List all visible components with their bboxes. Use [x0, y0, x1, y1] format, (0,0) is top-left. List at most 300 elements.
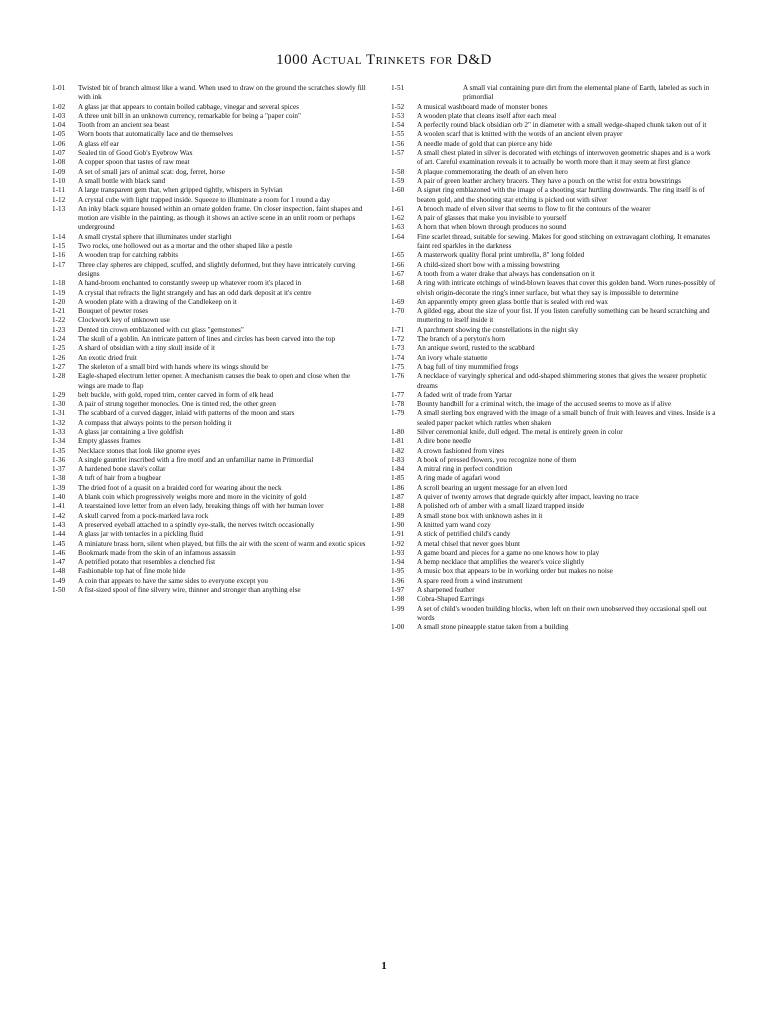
- trinket-entry: [52, 205, 368, 233]
- page-number: 1: [381, 960, 387, 972]
- trinket-entry: [391, 130, 716, 139]
- trinket-entry: [52, 140, 368, 149]
- trinket-text: Fashionable top hat of fine mole hide: [78, 567, 186, 576]
- trinket-entry: [52, 307, 368, 316]
- trinket-text: A glass jar containing a live goldfish: [78, 427, 184, 436]
- trinket-text: An antique sword, rusted to the scabbard: [417, 344, 535, 353]
- trinket-entry: [391, 502, 716, 511]
- trinket-text: A music box that appears to be in working order but makes no noise: [417, 567, 613, 576]
- trinket-text: An ivory whale statuette: [417, 353, 488, 362]
- trinket-entry: [391, 372, 716, 391]
- trinket-entry: [52, 354, 368, 363]
- trinket-number: 1-39: [52, 483, 66, 492]
- trinket-text: A perfectly round black obsidian orb 2" in diameter with a small wedge-shaped chunk taken out of it: [417, 121, 707, 130]
- trinket-text: A skull carved from a pock-marked lava rock: [78, 511, 209, 520]
- trinket-number: 1-95: [391, 567, 405, 576]
- trinket-text: A hardened bone slave's collar: [78, 465, 166, 474]
- trinket-text: Bounty handbill for a criminal witch, the image of the accused seems to move as if alive: [417, 400, 672, 409]
- trinket-entry: [52, 419, 368, 428]
- trinket-number: 1-01: [52, 84, 66, 92]
- trinket-entry: [391, 84, 716, 103]
- trinket-number: 1-34: [52, 437, 66, 446]
- trinket-number: 1-36: [52, 455, 66, 464]
- trinket-number: 1-13: [52, 204, 66, 213]
- trinket-number: 1-75: [391, 362, 405, 371]
- trinket-number: 1-11: [52, 186, 65, 195]
- trinket-number: 1-10: [52, 176, 66, 185]
- trinket-entry: [391, 354, 716, 363]
- trinket-text: A musical washboard made of monster bones: [417, 102, 548, 111]
- left-column: [52, 84, 368, 595]
- trinket-number: 1-27: [52, 362, 66, 371]
- trinket-entry: [52, 344, 368, 353]
- trinket-text: Two rocks, one hollowed out as a mortar and the other shaped like a pestle: [78, 242, 293, 251]
- trinket-entry: [391, 391, 716, 400]
- trinket-number: 1-24: [52, 335, 66, 344]
- trinket-text: A ring made of agafari wood: [417, 474, 500, 483]
- trinket-number: 1-15: [52, 242, 66, 251]
- trinket-text: Sealed tin of Good Gob's Eyebrow Wax: [78, 149, 193, 158]
- trinket-number: 1-55: [391, 130, 405, 139]
- trinket-text: A pair of strung together monocles. One is tinted red, the other green: [78, 400, 276, 409]
- trinket-entry: [391, 512, 716, 521]
- trinket-number: 1-69: [391, 297, 405, 306]
- trinket-entry: [391, 465, 716, 474]
- trinket-entry: [52, 261, 368, 280]
- trinket-entry: [391, 335, 716, 344]
- trinket-entry: [52, 400, 368, 409]
- trinket-entry: [391, 177, 716, 186]
- trinket-entry: [391, 428, 716, 437]
- trinket-entry: [391, 540, 716, 549]
- trinket-number: 1-05: [52, 130, 66, 139]
- trinket-number: 1-60: [391, 186, 405, 195]
- trinket-number: 1-56: [391, 139, 405, 148]
- trinket-number: 1-97: [391, 586, 405, 595]
- trinket-text: A crystal that refracts the light strangely and has an odd dark deposit at it's centre: [78, 288, 312, 297]
- page-title: 1000 Actual Trinkets for D&D: [276, 52, 492, 68]
- trinket-text: Eagle-shaped electrum letter opener. A mechanism causes the beak to open and close when the wings are made to flap: [78, 372, 351, 390]
- trinket-entry: [52, 149, 368, 158]
- trinket-text: A ring with intricate etchings of wind-blown leaves that cover this golden band. Worn runes-possibly of elvish origin-decorate the ring's inner surface, but what they say is impossible to determine: [417, 279, 716, 297]
- trinket-number: 1-17: [52, 260, 66, 269]
- trinket-entry: [391, 493, 716, 502]
- trinket-text: An exotic dried fruit: [78, 353, 137, 362]
- trinket-number: 1-92: [391, 539, 405, 548]
- trinket-entry: [52, 84, 368, 103]
- trinket-text: Necklace stones that look like gnome eyes: [78, 446, 201, 455]
- trinket-text: A tuft of hair from a bugbear: [78, 474, 162, 483]
- trinket-text: A small stone pineapple statue taken from a building: [417, 623, 569, 632]
- trinket-text: A needle made of gold that can pierce any hide: [417, 139, 553, 148]
- trinket-text: Worn boots that automatically lace and tie themselves: [78, 130, 233, 139]
- trinket-text: A small vial containing pure dirt from the elemental plane of Earth, labeled as such in primordial: [463, 84, 710, 102]
- trinket-text: A sharpened feather: [417, 586, 475, 595]
- trinket-entry: [52, 326, 368, 335]
- trinket-number: 1-21: [52, 307, 66, 316]
- trinket-entry: [391, 103, 716, 112]
- trinket-text: A faded writ of trade from Yartar: [417, 390, 512, 399]
- trinket-text: A small chest plated in silver is decorated with etchings of interwoven geometric shapes and is a work of art. Careful examination reveals it to actually be worth more than it may seem at first glance: [417, 149, 711, 167]
- trinket-text: A brooch made of elven silver that seems to flow to fit the contours of the wearer: [417, 204, 651, 213]
- trinket-entry: [52, 586, 368, 595]
- trinket-entry: [391, 549, 716, 558]
- trinket-text: A necklace of varyingly spherical and odd-shaped shimmering stones that gives the wearer prophetic dreams: [417, 372, 708, 390]
- trinket-entry: [52, 289, 368, 298]
- trinket-text: A hemp necklace that amplifies the wearer's voice slightly: [417, 558, 585, 567]
- trinket-entry: [52, 112, 368, 121]
- trinket-entry: [52, 484, 368, 493]
- trinket-number: 1-99: [391, 604, 405, 613]
- trinket-text: A copper spoon that tastes of raw meat: [78, 158, 190, 167]
- trinket-entry: [391, 447, 716, 456]
- trinket-number: 1-12: [52, 195, 66, 204]
- trinket-entry: [391, 437, 716, 446]
- trinket-entry: [52, 437, 368, 446]
- trinket-text: A small sterling box engraved with the image of a small bunch of fruit with leaves and vines. Inside is a sealed paper packet which rattles when shaken: [417, 409, 716, 427]
- trinket-number: 1-76: [391, 372, 405, 381]
- trinket-number: 1-19: [52, 288, 66, 297]
- trinket-entry: [52, 186, 368, 195]
- trinket-entry: [52, 363, 368, 372]
- trinket-entry: [391, 186, 716, 205]
- trinket-number: 1-37: [52, 465, 66, 474]
- trinket-text: A small crystal sphere that illuminates under starlight: [78, 232, 232, 241]
- trinket-number: 1-82: [391, 446, 405, 455]
- trinket-entry: [52, 530, 368, 539]
- trinket-number: 1-54: [391, 121, 405, 130]
- trinket-number: 1-04: [52, 121, 66, 130]
- trinket-text: A woolen scarf that is knitted with the words of an ancient elven prayer: [417, 130, 623, 139]
- trinket-entry: [52, 298, 368, 307]
- trinket-entry: [391, 214, 716, 223]
- trinket-number: 1-68: [391, 279, 405, 288]
- trinket-text: A coin that appears to have the same sides to everyone except you: [78, 576, 269, 585]
- trinket-text: A preserved eyeball attached to a spindly eye-stalk, the nerves twitch occasionally: [78, 520, 315, 529]
- trinket-number: 1-28: [52, 372, 66, 381]
- trinket-number: 1-49: [52, 576, 66, 585]
- trinket-number: 1-46: [52, 548, 66, 557]
- trinket-text: A hand-broom enchanted to constantly sweep up whatever room it's placed in: [78, 279, 302, 288]
- trinket-entry: [52, 279, 368, 288]
- trinket-entry: [391, 530, 716, 539]
- trinket-number: 1-26: [52, 353, 66, 362]
- trinket-number: 1-81: [391, 437, 405, 446]
- trinket-number: 1-22: [52, 316, 66, 325]
- trinket-text: A three unit bill in an unknown currency, remarkable for being a "paper coin": [78, 111, 301, 120]
- trinket-number: 1-89: [391, 511, 405, 520]
- trinket-entry: [391, 363, 716, 372]
- trinket-number: 1-09: [52, 167, 66, 176]
- trinket-number: 1-77: [391, 390, 405, 399]
- trinket-text: Three clay spheres are chipped, scuffed, and slightly deformed, but they have intricately curving designs: [78, 260, 356, 278]
- trinket-text: Bouquet of pewter roses: [78, 307, 149, 316]
- trinket-entry: [391, 168, 716, 177]
- trinket-number: 1-98: [391, 595, 405, 604]
- trinket-entry: [52, 335, 368, 344]
- trinket-text: A metal chisel that never goes blunt: [417, 539, 520, 548]
- trinket-number: 1-32: [52, 418, 66, 427]
- trinket-number: 1-30: [52, 400, 66, 409]
- trinket-number: 1-84: [391, 465, 405, 474]
- trinket-entry: [391, 270, 716, 279]
- trinket-number: 1-51: [391, 84, 405, 92]
- trinket-entry: [391, 623, 716, 632]
- trinket-number: 1-25: [52, 344, 66, 353]
- trinket-text: A glass elf ear: [78, 139, 119, 148]
- trinket-text: A scroll bearing an urgent message for an elven lord: [417, 483, 568, 492]
- trinket-entry: [391, 307, 716, 326]
- trinket-number: 1-23: [52, 325, 66, 334]
- trinket-entry: [391, 474, 716, 483]
- trinket-entry: [52, 502, 368, 511]
- trinket-number: 1-40: [52, 493, 66, 502]
- trinket-number: 1-50: [52, 586, 66, 595]
- trinket-text: belt buckle, with gold, roped trim, center carved in form of elk head: [78, 390, 274, 399]
- trinket-text: Tooth from an ancient sea beast: [78, 121, 170, 130]
- trinket-text: A knitted yarn wand cozy: [417, 520, 491, 529]
- trinket-number: 1-45: [52, 539, 66, 548]
- trinket-text: A set of child's wooden building blocks, when left on their own unobserved they occasional spell out words: [417, 604, 707, 622]
- trinket-number: 1-14: [52, 232, 66, 241]
- trinket-number: 1-93: [391, 548, 405, 557]
- trinket-text: A pair of green leather archery bracers. They have a pouch on the wrist for extra bowstrings: [417, 176, 681, 185]
- trinket-entry: [391, 595, 716, 604]
- trinket-entry: [52, 447, 368, 456]
- trinket-number: 1-61: [391, 204, 405, 213]
- trinket-number: 1-41: [52, 502, 66, 511]
- trinket-number: 1-78: [391, 400, 405, 409]
- trinket-entry: [52, 242, 368, 251]
- trinket-entry: [52, 577, 368, 586]
- trinket-number: 1-47: [52, 558, 66, 567]
- trinket-text: The branch of a peryton's horn: [417, 335, 506, 344]
- trinket-text: A polished orb of amber with a small lizard trapped inside: [417, 502, 585, 511]
- trinket-text: A plaque commemorating the death of an elven hero: [417, 167, 568, 176]
- trinket-text: A spare reed from a wind instrument: [417, 576, 523, 585]
- trinket-entry: [52, 456, 368, 465]
- trinket-entry: [391, 605, 716, 624]
- trinket-text: A glass jar with tentacles in a pickling fluid: [78, 530, 203, 539]
- trinket-number: 1-96: [391, 576, 405, 585]
- trinket-entry: [391, 484, 716, 493]
- trinket-text: A stick of petrified child's candy: [417, 530, 511, 539]
- trinket-entry: [391, 326, 716, 335]
- trinket-entry: [391, 279, 716, 298]
- trinket-entry: [391, 233, 716, 252]
- trinket-entry: [391, 577, 716, 586]
- trinket-text: A quiver of twenty arrows that degrade quickly after impact, leaving no trace: [417, 493, 639, 502]
- trinket-text: A parchment showing the constellations in the night sky: [417, 325, 579, 334]
- trinket-number: 1-63: [391, 223, 405, 232]
- trinket-entry: [391, 456, 716, 465]
- trinket-text: Clockwork key of unknown use: [78, 316, 170, 325]
- trinket-text: Silver ceremonial knife, dull edged. The metal is entirely green in color: [417, 427, 623, 436]
- trinket-entry: [52, 130, 368, 139]
- trinket-number: 1-86: [391, 483, 405, 492]
- trinket-text: A wooden plate that cleans itself after each meal: [417, 111, 557, 120]
- trinket-text: A large transparent gem that, when gripped tightly, whispers in Sylvian: [78, 186, 283, 195]
- trinket-entry: [52, 316, 368, 325]
- trinket-number: 1-79: [391, 409, 405, 418]
- trinket-text: A child-sized short bow with a missing bowstring: [417, 260, 560, 269]
- trinket-entry: [391, 567, 716, 576]
- trinket-number: 1-52: [391, 102, 405, 111]
- trinket-number: 1-71: [391, 325, 405, 334]
- trinket-number: 1-00: [391, 623, 405, 632]
- trinket-number: 1-53: [391, 111, 405, 120]
- trinket-number: 1-74: [391, 353, 405, 362]
- trinket-number: 1-35: [52, 446, 66, 455]
- trinket-number: 1-87: [391, 493, 405, 502]
- trinket-entry: [391, 400, 716, 409]
- trinket-text: A game board and pieces for a game no one knows how to play: [417, 548, 600, 557]
- trinket-text: A petrified potato that resembles a clenched fist: [78, 558, 216, 567]
- trinket-entry: [52, 196, 368, 205]
- trinket-entry: [391, 586, 716, 595]
- trinket-entry: [52, 177, 368, 186]
- trinket-number: 1-44: [52, 530, 66, 539]
- trinket-number: 1-70: [391, 307, 405, 316]
- trinket-number: 1-64: [391, 232, 405, 241]
- trinket-number: 1-08: [52, 158, 66, 167]
- trinket-entry: [52, 251, 368, 260]
- trinket-number: 1-07: [52, 149, 66, 158]
- right-column: [391, 84, 716, 633]
- trinket-text: A pair of glasses that make you invisible to yourself: [417, 214, 567, 223]
- trinket-number: 1-03: [52, 111, 66, 120]
- trinket-text: A crystal cube with light trapped inside. Squeeze to illuminate a room for 1 round a day: [78, 195, 331, 204]
- trinket-text: A signet ring emblazoned with the image of a shooting star hurtling downwards. The ring itself is of beaten gold, and the shooting star etching is picked out with silver: [417, 186, 705, 204]
- trinket-text: The skull of a goblin. An intricate pattern of lines and circles has been carved into the top: [78, 335, 336, 344]
- trinket-entry: [52, 391, 368, 400]
- trinket-entry: [52, 168, 368, 177]
- trinket-entry: [52, 158, 368, 167]
- trinket-number: 1-67: [391, 269, 405, 278]
- trinket-number: 1-80: [391, 427, 405, 436]
- trinket-entry: [391, 251, 716, 260]
- trinket-text: A compass that always points to the person holding it: [78, 418, 232, 427]
- trinket-number: 1-83: [391, 455, 405, 464]
- trinket-number: 1-42: [52, 511, 66, 520]
- trinket-number: 1-94: [391, 558, 405, 567]
- trinket-entry: [52, 558, 368, 567]
- trinket-entry: [391, 409, 716, 428]
- trinket-number: 1-62: [391, 214, 405, 223]
- trinket-number: 1-48: [52, 567, 66, 576]
- trinket-text: A crown fashioned from vines: [417, 446, 505, 455]
- trinket-text: A glass jar that appears to contain boiled cabbage, vinegar and several spices: [78, 102, 299, 111]
- trinket-entry: [52, 521, 368, 530]
- trinket-entry: [52, 474, 368, 483]
- trinket-number: 1-20: [52, 297, 66, 306]
- trinket-entry: [391, 344, 716, 353]
- trinket-entry: [52, 372, 368, 391]
- trinket-entry: [52, 540, 368, 549]
- trinket-entry: [391, 558, 716, 567]
- trinket-text: A single gauntlet inscribed with a fire motif and an unfamiliar name in Primordial: [78, 455, 314, 464]
- trinket-text: Cobra-Shaped Earrings: [417, 595, 485, 604]
- trinket-text: A small stone box with unknown ashes in it: [417, 511, 543, 520]
- trinket-text: Bookmark made from the skin of an infamous assassin: [78, 548, 236, 557]
- trinket-number: 1-85: [391, 474, 405, 483]
- trinket-number: 1-02: [52, 102, 66, 111]
- trinket-entry: [391, 140, 716, 149]
- trinket-number: 1-91: [391, 530, 405, 539]
- trinket-text: A shard of obsidian with a tiny skull inside of it: [78, 344, 215, 353]
- trinket-number: 1-31: [52, 409, 66, 418]
- trinket-entry: [391, 121, 716, 130]
- trinket-number: 1-65: [391, 251, 405, 260]
- trinket-number: 1-38: [52, 474, 66, 483]
- trinket-entry: [391, 112, 716, 121]
- trinket-entry: [391, 298, 716, 307]
- trinket-text: A small bottle with black sand: [78, 176, 166, 185]
- trinket-text: An apparently empty green glass bottle that is sealed with red wax: [417, 297, 609, 306]
- trinket-text: A mitral ring in perfect condition: [417, 465, 513, 474]
- trinket-entry: [391, 223, 716, 232]
- trinket-text: A book of pressed flowers, you recognize none of them: [417, 455, 577, 464]
- trinket-entry: [52, 103, 368, 112]
- trinket-entry: [52, 121, 368, 130]
- trinket-number: 1-73: [391, 344, 405, 353]
- trinket-text: A horn that when blown through produces no sound: [417, 223, 567, 232]
- trinket-entry: [391, 205, 716, 214]
- trinket-text: An inky black square housed within an ornate golden frame. On closer inspection, faint shapes and motion are visible in the painting, as though it shows an active scene in an unlit room or perhaps underground: [78, 204, 363, 232]
- trinket-entry: [52, 493, 368, 502]
- trinket-entry: [52, 428, 368, 437]
- trinket-entry: [52, 512, 368, 521]
- trinket-number: 1-29: [52, 390, 66, 399]
- trinket-text: A fist-sized spool of fine silvery wire, thinner and stronger than anything else: [78, 586, 301, 595]
- trinket-text: The skeleton of a small bird with hands where its wings should be: [78, 362, 269, 371]
- trinket-number: 1-66: [391, 260, 405, 269]
- trinket-number: 1-88: [391, 502, 405, 511]
- trinket-text: A miniature brass horn, silent when played, but fills the air with the scent of warm and exotic spices: [78, 539, 366, 548]
- trinket-text: A wooden trap for catching rabbits: [78, 251, 178, 260]
- trinket-number: 1-16: [52, 251, 66, 260]
- trinket-number: 1-58: [391, 167, 405, 176]
- trinket-text: A set of small jars of animal scat: dog, ferret, horse: [78, 167, 225, 176]
- trinket-number: 1-43: [52, 520, 66, 529]
- trinket-number: 1-18: [52, 279, 66, 288]
- trinket-number: 1-59: [391, 176, 405, 185]
- trinket-entry: [52, 549, 368, 558]
- trinket-text: A tearstained love letter from an elven lady, breaking things off with her human lover: [78, 502, 324, 511]
- trinket-entry: [52, 233, 368, 242]
- trinket-text: Dented tin crown emblazoned with cut glass "gemstones": [78, 325, 244, 334]
- trinket-text: Twisted bit of branch almost like a wand. When used to draw on the ground the scratches slowly fill with ink: [78, 84, 366, 102]
- trinket-text: Fine scarlet thread, suitable for sewing. Makes for good stitching on extravagant clothing. It emanates faint red sparkles in the darkness: [417, 232, 711, 251]
- trinket-entry: [52, 465, 368, 474]
- trinket-text: The dried foot of a quasit on a braided cord for wearing about the neck: [78, 483, 282, 492]
- trinket-entry: [391, 261, 716, 270]
- trinket-number: 1-57: [391, 149, 405, 158]
- trinket-number: 1-90: [391, 520, 405, 529]
- trinket-text: A dire bone needle: [417, 437, 472, 446]
- trinket-text: A tooth from a water drake that always has condensation on it: [417, 269, 595, 278]
- trinket-number: 1-06: [52, 139, 66, 148]
- trinket-entry: [52, 409, 368, 418]
- trinket-number: 1-72: [391, 335, 405, 344]
- trinket-number: 1-33: [52, 427, 66, 436]
- trinket-entry: [52, 567, 368, 576]
- trinket-text: A blank coin which progressively weighs more and more in the vicinity of gold: [78, 493, 307, 502]
- trinket-text: A wooden plate with a drawing of the Candlekeep on it: [78, 297, 237, 306]
- trinket-text: A gilded egg, about the size of your fist. If you listen carefully something can be heard scratching and muttering to itself inside it: [417, 307, 710, 325]
- trinket-text: The scabbard of a curved dagger, inlaid with patterns of the moon and stars: [78, 409, 295, 418]
- trinket-text: A bag full of tiny mummified frogs: [417, 362, 519, 371]
